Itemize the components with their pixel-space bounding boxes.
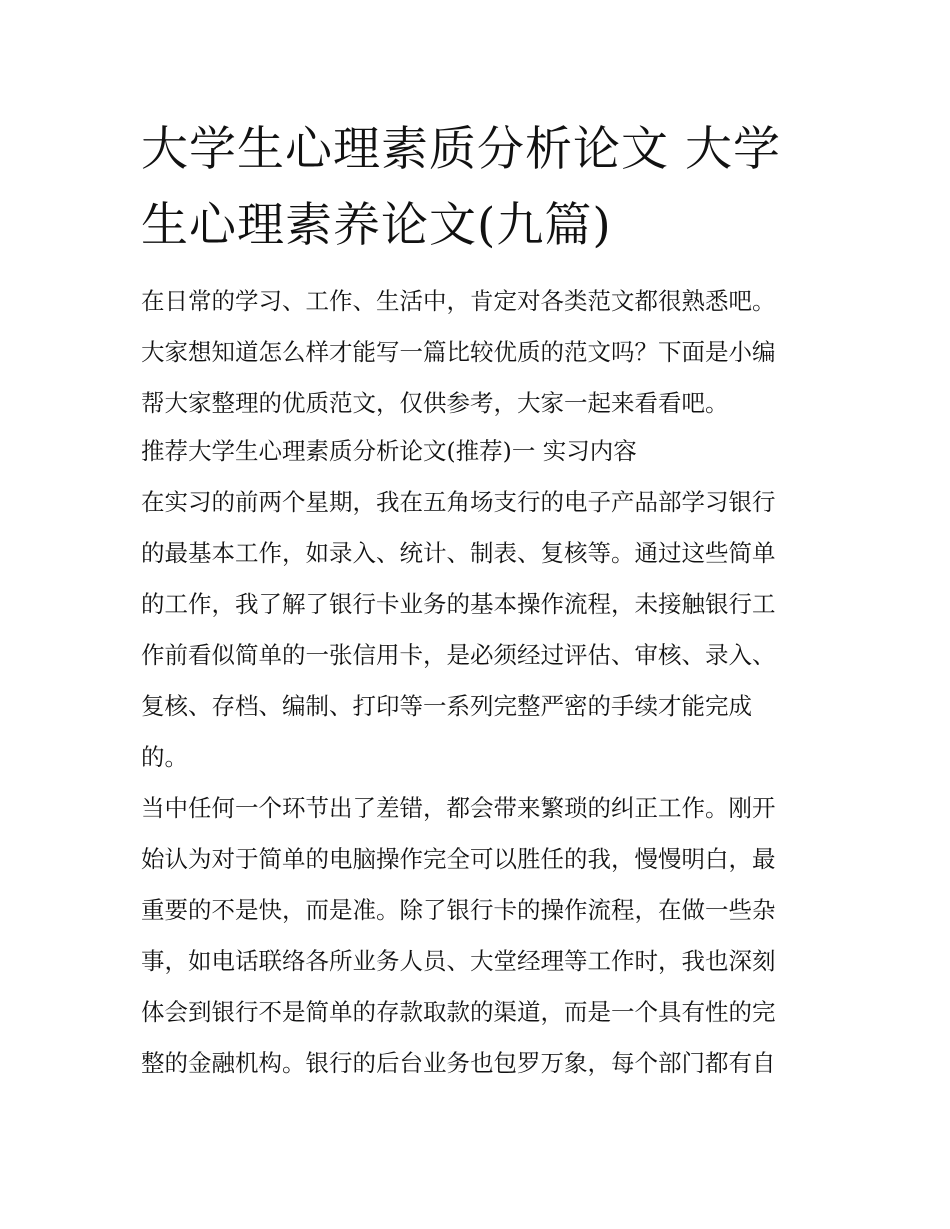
paragraph-1-line-4: 作前看似简单的一张信用卡，是必须经过评估、审核、录入、 xyxy=(141,641,776,669)
title-line-2: 生心理素养论文(九篇) xyxy=(141,198,612,253)
section-heading: 推荐大学生心理素质分析论文(推荐)一 实习内容 xyxy=(141,437,637,465)
title-line-1: 大学生心理素质分析论文 大学 xyxy=(141,122,781,177)
intro-line-1: 在日常的学习、工作、生活中，肯定对各类范文都很熟悉吧。 xyxy=(141,287,776,315)
paragraph-2-line-5: 体会到银行不是简单的存款取款的渠道，而是一个具有性的完 xyxy=(141,998,776,1026)
intro-line-2: 大家想知道怎么样才能写一篇比较优质的范文吗？下面是小编 xyxy=(141,338,776,366)
intro-line-3: 帮大家整理的优质范文，仅供参考，大家一起来看看吧。 xyxy=(141,389,729,417)
paragraph-2-line-3: 重要的不是快，而是准。除了银行卡的操作流程，在做一些杂 xyxy=(141,896,776,924)
paragraph-2-line-6: 整的金融机构。银行的后台业务也包罗万象，每个部门都有自 xyxy=(141,1049,776,1077)
paragraph-1-line-3: 的工作，我了解了银行卡业务的基本操作流程，未接触银行工 xyxy=(141,590,776,618)
paragraph-1-line-1: 在实习的前两个星期，我在五角场支行的电子产品部学习银行 xyxy=(141,488,776,516)
paragraph-1-line-2: 的最基本工作，如录入、统计、制表、复核等。通过这些简单 xyxy=(141,539,776,567)
paragraph-2-line-2: 始认为对于简单的电脑操作完全可以胜任的我，慢慢明白，最 xyxy=(141,845,776,873)
document-title xyxy=(141,112,821,264)
paragraph-1-line-6: 的。 xyxy=(141,743,188,771)
paragraph-1-line-5: 复核、存档、编制、打印等一系列完整严密的手续才能完成 xyxy=(141,692,752,720)
paragraph-2-line-1: 当中任何一个环节出了差错，都会带来繁琐的纠正工作。刚开 xyxy=(141,794,776,822)
paragraph-2-line-4: 事，如电话联络各所业务人员、大堂经理等工作时，我也深刻 xyxy=(141,947,776,975)
